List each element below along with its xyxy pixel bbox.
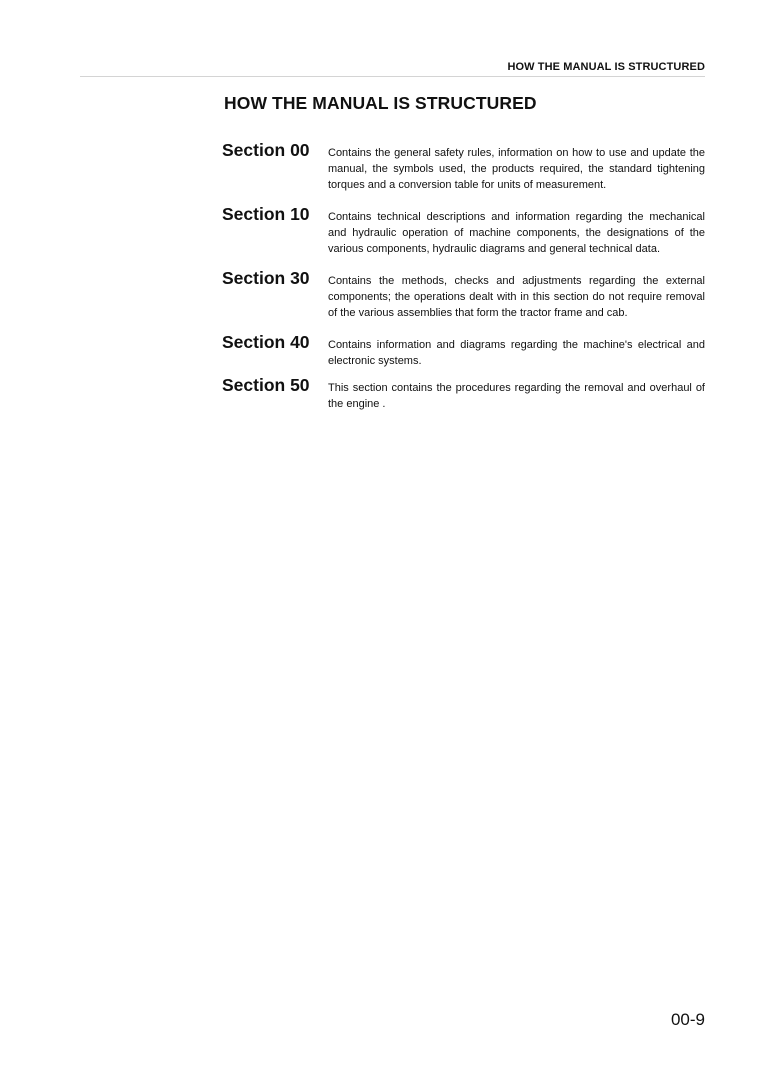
section-description: This section contains the procedures regarding the removal and overhaul of the engine . (328, 382, 705, 410)
section-description: Contains technical descriptions and information regarding the mechanical and hydraulic operation of machine components, the designations of the various components, hydraulic diagrams and general technical data. (328, 211, 705, 255)
section-label: Section 50 (222, 375, 310, 395)
running-header: HOW THE MANUAL IS STRUCTURED (507, 61, 705, 73)
section-label: Section 10 (222, 204, 310, 224)
page-title: HOW THE MANUAL IS STRUCTURED (224, 93, 537, 113)
section-description: Contains the methods, checks and adjustments regarding the external components; the operations dealt with in this section do not require removal of the various assemblies that form the tractor frame and cab. (328, 275, 705, 319)
page-number: 00-9 (670, 1010, 705, 1029)
section-label: Section 40 (222, 332, 310, 352)
section-description: Contains information and diagrams regarding the machine's electrical and electronic systems. (328, 339, 705, 367)
section-label: Section 00 (222, 140, 310, 160)
section-description: Contains the general safety rules, information on how to use and update the manual, the symbols used, the products required, the standard tightening torques and a conversion table for units of measurement. (328, 147, 705, 191)
section-label: Section 30 (222, 268, 310, 288)
header-divider (80, 76, 705, 77)
